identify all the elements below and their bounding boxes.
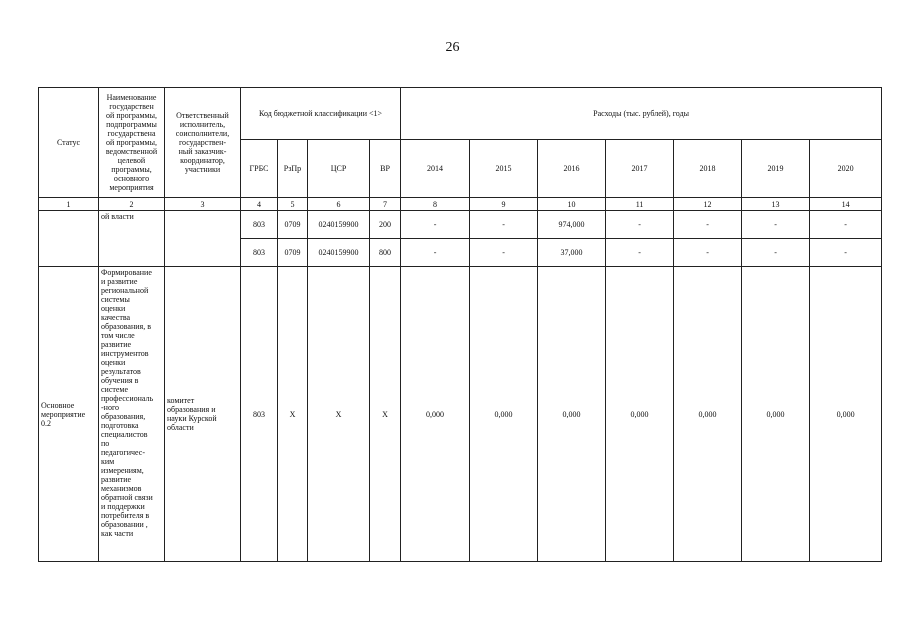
column-number: 12	[674, 198, 742, 211]
table-header-row	[39, 88, 882, 140]
value-cell: -	[742, 239, 810, 267]
header-csr: ЦСР	[308, 140, 370, 198]
status-cell: Основное мероприятие 0.2	[39, 267, 99, 562]
rzpr-cell: X	[278, 267, 308, 562]
vr-cell: 800	[370, 239, 401, 267]
name-cell: ой власти	[99, 211, 165, 267]
header-year: 2015	[470, 140, 538, 198]
value-cell: 974,000	[538, 211, 606, 239]
value-cell: -	[606, 239, 674, 267]
value-cell: -	[401, 239, 470, 267]
header-year: 2016	[538, 140, 606, 198]
csr-cell: 0240159900	[308, 211, 370, 239]
value-cell: 0,000	[606, 267, 674, 562]
value-cell: 37,000	[538, 239, 606, 267]
column-number: 2	[99, 198, 165, 211]
csr-cell: 0240159900	[308, 239, 370, 267]
value-cell: 0,000	[810, 267, 882, 562]
header-year: 2014	[401, 140, 470, 198]
column-number: 10	[538, 198, 606, 211]
status-cell	[39, 211, 99, 267]
grbs-cell: 803	[241, 239, 278, 267]
column-number: 5	[278, 198, 308, 211]
column-number: 11	[606, 198, 674, 211]
header-executor: Ответственный исполнитель, соисполнители, государствен- ный заказчик- координатор, участники	[165, 88, 241, 198]
header-status: Статус	[39, 88, 99, 198]
header-budget-code: Код бюджетной классификации <1>	[241, 88, 401, 140]
page-number: 26	[445, 40, 460, 55]
table-row	[39, 267, 882, 562]
rzpr-cell: 0709	[278, 239, 308, 267]
column-number: 7	[370, 198, 401, 211]
value-cell: 0,000	[538, 267, 606, 562]
header-year: 2019	[742, 140, 810, 198]
column-number-row	[39, 198, 882, 211]
column-number: 3	[165, 198, 241, 211]
value-cell: 0,000	[742, 267, 810, 562]
header-year: 2017	[606, 140, 674, 198]
value-cell: -	[401, 211, 470, 239]
value-cell: 0,000	[470, 267, 538, 562]
executor-cell	[165, 211, 241, 267]
grbs-cell: 803	[241, 211, 278, 239]
value-cell: -	[470, 211, 538, 239]
vr-cell: X	[370, 267, 401, 562]
table-row	[39, 211, 882, 239]
header-vr: ВР	[370, 140, 401, 198]
value-cell: -	[470, 239, 538, 267]
column-number: 9	[470, 198, 538, 211]
value-cell: -	[810, 211, 882, 239]
header-grbs: ГРБС	[241, 140, 278, 198]
column-number: 8	[401, 198, 470, 211]
value-cell: -	[742, 211, 810, 239]
value-cell: -	[606, 211, 674, 239]
header-name: Наименование государствен ой программы, подпрограммы государствена ой программы, ведомственной целевой программы, основного мероприятия	[99, 88, 165, 198]
value-cell: -	[810, 239, 882, 267]
column-number: 14	[810, 198, 882, 211]
vr-cell: 200	[370, 211, 401, 239]
column-number: 6	[308, 198, 370, 211]
header-year: 2018	[674, 140, 742, 198]
column-number: 13	[742, 198, 810, 211]
value-cell: -	[674, 239, 742, 267]
grbs-cell: 803	[241, 267, 278, 562]
budget-table	[38, 87, 882, 562]
rzpr-cell: 0709	[278, 211, 308, 239]
value-cell: 0,000	[401, 267, 470, 562]
executor-cell: комитет образования и науки Курской области	[165, 267, 241, 562]
value-cell: -	[674, 211, 742, 239]
csr-cell: X	[308, 267, 370, 562]
column-number: 4	[241, 198, 278, 211]
header-expenses: Расходы (тыс. рублей), годы	[401, 88, 882, 140]
header-rzpr: РзПр	[278, 140, 308, 198]
name-cell: Формирование и развитие региональной системы оценки качества образования, в том числе развитие инструментов оценки результатов обучения в системе профессиональ -ного образования, подготовка специалистов по педагогичес- ким измерениям, развитие механизмов обратной связи и поддержки потребителя в образовании , как части	[99, 267, 165, 562]
value-cell: 0,000	[674, 267, 742, 562]
header-year: 2020	[810, 140, 882, 198]
column-number: 1	[39, 198, 99, 211]
